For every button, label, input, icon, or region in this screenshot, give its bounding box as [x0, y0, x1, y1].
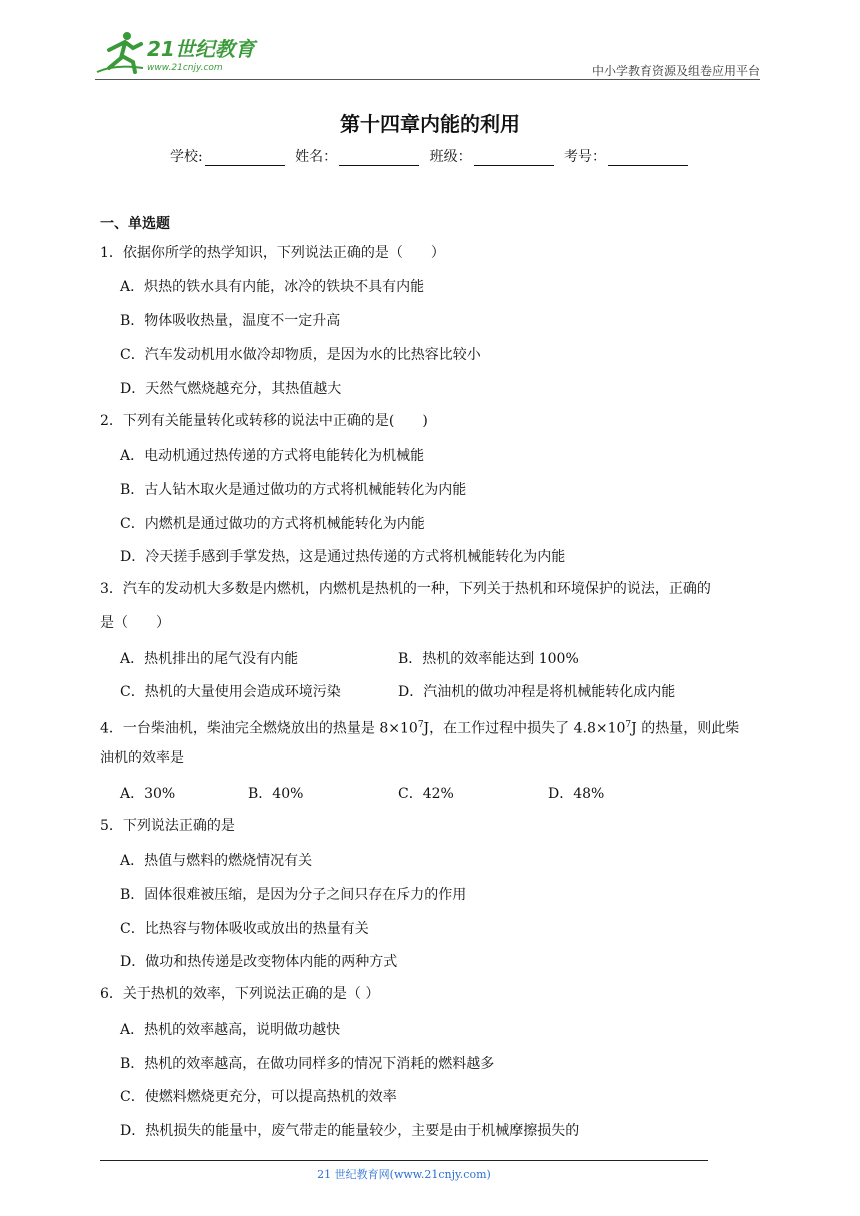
runner-icon — [97, 32, 143, 72]
question-5-stem: 5．下列说法正确的是 — [100, 818, 235, 834]
platform-name: 中小学教育资源及组卷应用平台 — [591, 64, 760, 78]
question-3-option-d: D．汽油机的做功冲程是将机械能转化成内能 — [398, 684, 676, 700]
question-2-option-b: B．古人钻木取火是通过做功的方式将机械能转化为内能 — [120, 482, 467, 498]
question-3-option-a: A．热机排出的尾气没有内能 — [120, 651, 299, 667]
name-label: 姓名： — [295, 149, 338, 165]
student-info — [0, 146, 860, 166]
question-4-stem-part2: J，在工作过程中损失了 4.8×10 — [423, 720, 626, 737]
question-6-option-b: B．热机的效率越高，在做功同样多的情况下消耗的燃料越多 — [120, 1056, 495, 1072]
name-blank[interactable] — [339, 151, 419, 166]
question-1-option-a: A．炽热的铁水具有内能，冰冷的铁块不具有内能 — [120, 279, 425, 295]
question-6-stem: 6．关于热机的效率，下列说法正确的是（ ） — [100, 986, 380, 1002]
class-blank[interactable] — [474, 151, 554, 166]
page-header — [95, 28, 760, 80]
question-4-option-d: D．48% — [548, 786, 605, 802]
question-2-option-c: C．内燃机是通过做功的方式将机械能转化为内能 — [120, 516, 425, 532]
question-4-option-a: A．30% — [120, 786, 176, 802]
question-3-option-c: C．热机的大量使用会造成环境污染 — [120, 684, 341, 700]
question-4-option-b: B．40% — [248, 786, 304, 802]
exam-number-blank[interactable] — [608, 151, 688, 166]
footer-divider — [100, 1160, 708, 1161]
logo — [95, 28, 265, 78]
school-label: 学校: — [169, 149, 203, 165]
question-5-option-b: B．固体很难被压缩，是因为分子之间只存在斥力的作用 — [120, 887, 467, 903]
question-1-option-c: C．汽车发动机用水做冷却物质，是因为水的比热容比较小 — [120, 347, 481, 363]
question-4-stem-part1: 4．一台柴油机，柴油完全燃烧放出的热量是 8×10 — [100, 720, 418, 737]
school-blank[interactable] — [205, 151, 285, 166]
question-6-option-c: C．使燃料燃烧更充分，可以提高热机的效率 — [120, 1089, 397, 1105]
question-6-option-a: A．热机的效率越高，说明做功越快 — [120, 1022, 341, 1038]
question-5-option-a: A．热值与燃料的燃烧情况有关 — [120, 853, 313, 869]
question-2-option-a: A．电动机通过热传递的方式将电能转化为机械能 — [120, 448, 425, 464]
exponent: 7 — [417, 720, 424, 730]
question-4-stem-part3: J 的热量，则此柴 — [631, 720, 740, 737]
question-1-option-d: D．天然气燃烧越充分，其热值越大 — [120, 381, 342, 397]
page-title: 第十四章内能的利用 — [340, 112, 520, 136]
question-3-stem-line2: 是（ ） — [100, 615, 170, 631]
question-6-option-d: D．热机损失的能量中，废气带走的能量较少，主要是由于机械摩擦损失的 — [120, 1123, 580, 1139]
question-4-option-c: C．42% — [398, 786, 454, 802]
footer-link[interactable]: 21 世纪教育网(www.21cnjy.com) — [317, 1168, 491, 1181]
question-4-stem-line1 — [100, 708, 765, 746]
exam-number-label: 考号： — [564, 149, 607, 165]
question-3-option-b: B．热机的效率能达到 100% — [398, 651, 579, 667]
question-2-option-d: D．冷天搓手感到手掌发热，这是通过热传递的方式将机械能转化为内能 — [120, 549, 566, 565]
question-5-option-c: C．比热容与物体吸收或放出的热量有关 — [120, 921, 369, 937]
header-divider — [95, 79, 760, 80]
section-title: 一、单选题 — [100, 216, 170, 232]
question-3-stem-line1: 3．汽车的发动机大多数是内燃机，内燃机是热机的一种，下列关于热机和环境保护的说法，正确的 — [100, 581, 711, 597]
question-1-option-b: B．物体吸收热量，温度不一定升高 — [120, 313, 341, 329]
logo-text: 21世纪教育 — [147, 37, 255, 61]
question-2-stem: 2．下列有关能量转化或转移的说法中正确的是( ) — [100, 413, 428, 429]
logo-url: www.21cnjy.com — [147, 63, 223, 73]
question-1-stem: 1．依据你所学的热学知识，下列说法正确的是（ ） — [100, 245, 445, 261]
question-4-stem-line2: 油机的效率是 — [100, 750, 184, 766]
question-5-option-d: D．做功和热传递是改变物体内能的两种方式 — [120, 954, 398, 970]
class-label: 班级： — [429, 149, 472, 165]
exponent: 7 — [625, 720, 632, 730]
